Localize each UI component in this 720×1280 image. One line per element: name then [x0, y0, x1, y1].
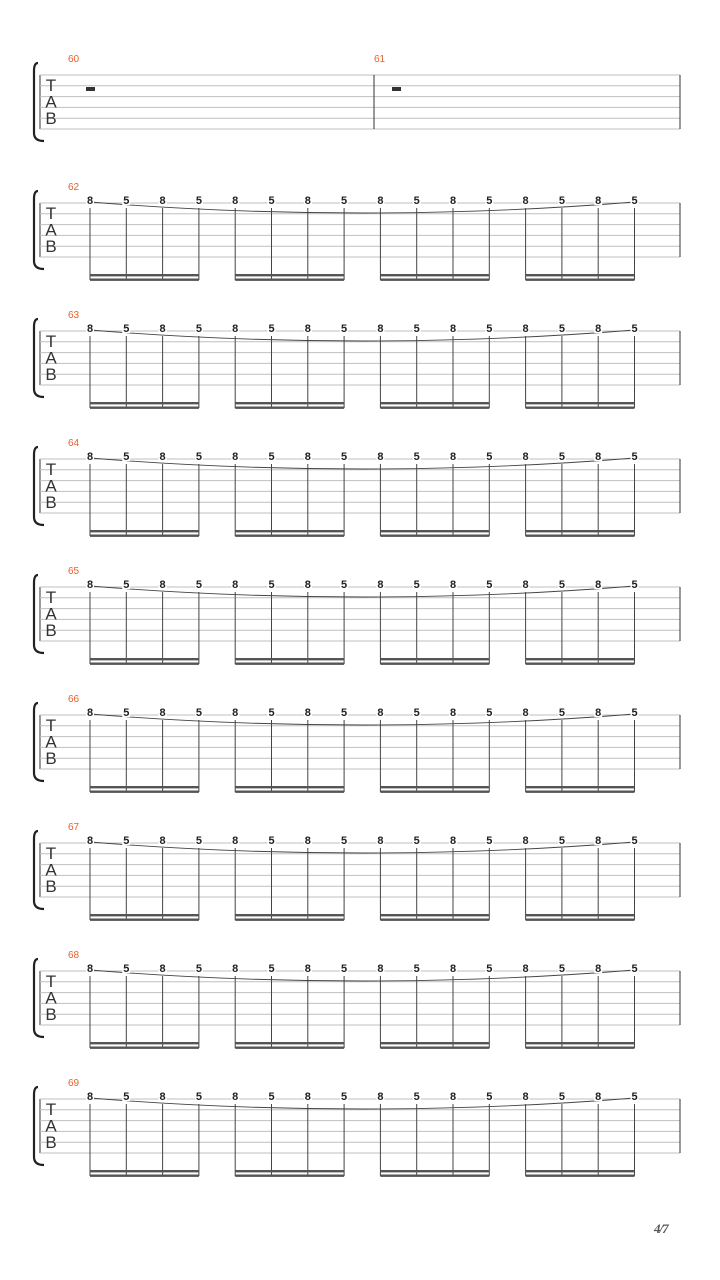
fret-number: 8 — [304, 323, 311, 335]
fret-number: 5 — [558, 707, 565, 719]
fret-number: 8 — [86, 195, 94, 207]
fret-number: 8 — [377, 579, 384, 591]
fret-number: 8 — [86, 579, 94, 591]
measure-number: 68 — [68, 950, 80, 961]
fret-number: 5 — [413, 963, 420, 975]
sixteenth-beam — [90, 791, 199, 793]
sixteenth-beam — [526, 535, 635, 537]
tab-clef-letter: B — [45, 109, 57, 128]
tab-clef-letter: A — [45, 1116, 57, 1136]
sixteenth-beam — [90, 535, 199, 537]
sixteenth-beam — [380, 1170, 489, 1172]
fret-number: 5 — [268, 835, 275, 847]
fret-number: 8 — [595, 195, 602, 207]
tab-clef-letter: T — [45, 76, 57, 95]
sixteenth-beam — [90, 786, 199, 788]
fret-number: 8 — [304, 451, 311, 463]
fret-number: 5 — [631, 1091, 638, 1103]
fret-number: 5 — [123, 963, 130, 975]
fret-number: 8 — [159, 963, 166, 975]
fret-number: 5 — [123, 323, 130, 335]
fret-number: 8 — [86, 707, 94, 719]
fret-number: 8 — [449, 1091, 457, 1103]
fret-number: 5 — [413, 323, 420, 335]
fret-number: 8 — [522, 835, 529, 847]
tab-clef-letter: B — [45, 621, 57, 640]
fret-number: 5 — [123, 451, 130, 463]
fret-number: 5 — [413, 1091, 420, 1103]
fret-number: 8 — [522, 1091, 529, 1103]
sixteenth-beam — [526, 402, 635, 404]
sixteenth-beam — [90, 663, 199, 665]
fret-number: 8 — [449, 835, 457, 847]
fret-number: 5 — [123, 195, 130, 207]
fret-number: 5 — [341, 963, 348, 975]
tie-arc — [90, 714, 635, 725]
fret-number: 8 — [232, 195, 239, 207]
sixteenth-beam — [90, 279, 199, 281]
tie-arc — [90, 458, 635, 469]
fret-number: 8 — [159, 451, 166, 463]
fret-number: 5 — [413, 707, 420, 719]
fret-number: 5 — [558, 323, 565, 335]
fret-number: 5 — [558, 451, 565, 463]
fret-number: 8 — [159, 1091, 166, 1103]
measure-number: 60 — [68, 54, 80, 65]
fret-number: 5 — [195, 835, 202, 847]
fret-number: 5 — [268, 451, 275, 463]
page-number: 4/7 — [654, 1221, 668, 1236]
fret-number: 8 — [595, 835, 602, 847]
sixteenth-beam — [235, 919, 344, 921]
sixteenth-beam — [526, 658, 635, 660]
sixteenth-beam — [235, 279, 344, 281]
fret-number: 5 — [558, 195, 565, 207]
tab-clef-letter: A — [45, 604, 57, 624]
tab-clef-letter: T — [45, 844, 57, 863]
fret-number: 8 — [522, 323, 529, 335]
fret-number: 5 — [413, 451, 420, 463]
tie-arc — [90, 970, 635, 981]
tab-clef-letter: B — [45, 749, 57, 768]
sixteenth-beam — [526, 791, 635, 793]
fret-number: 8 — [304, 835, 311, 847]
fret-number: 8 — [595, 451, 602, 463]
fret-number: 8 — [232, 963, 239, 975]
tie-arc — [90, 1098, 635, 1109]
sixteenth-beam — [526, 1175, 635, 1177]
sixteenth-beam — [526, 279, 635, 281]
fret-number: 8 — [377, 963, 384, 975]
sixteenth-beam — [235, 530, 344, 532]
whole-rest-icon — [392, 87, 401, 91]
fret-number: 8 — [159, 195, 166, 207]
fret-number: 5 — [341, 835, 348, 847]
fret-number: 8 — [86, 451, 94, 463]
fret-number: 8 — [159, 707, 166, 719]
fret-number: 5 — [268, 963, 275, 975]
sixteenth-beam — [235, 1042, 344, 1044]
tab-clef-letter: B — [45, 365, 57, 384]
sixteenth-beam — [90, 530, 199, 532]
sixteenth-beam — [235, 274, 344, 276]
fret-number: 8 — [159, 579, 166, 591]
sixteenth-beam — [380, 407, 489, 409]
sixteenth-beam — [235, 786, 344, 788]
fret-number: 8 — [449, 195, 457, 207]
fret-number: 5 — [413, 579, 420, 591]
tab-clef-letter: T — [45, 716, 57, 735]
fret-number: 8 — [232, 835, 239, 847]
fret-number: 5 — [558, 835, 565, 847]
sixteenth-beam — [526, 407, 635, 409]
sixteenth-beam — [235, 1175, 344, 1177]
sixteenth-beam — [380, 919, 489, 921]
fret-number: 5 — [123, 579, 130, 591]
fret-number: 8 — [86, 1091, 94, 1103]
fret-number: 5 — [341, 195, 348, 207]
fret-number: 5 — [631, 195, 638, 207]
fret-number: 5 — [268, 707, 275, 719]
tab-clef-letter: A — [45, 988, 57, 1008]
sixteenth-beam — [90, 407, 199, 409]
tab-clef-letter: A — [45, 348, 57, 368]
fret-number: 5 — [341, 707, 348, 719]
fret-number: 8 — [595, 323, 602, 335]
fret-number: 5 — [558, 579, 565, 591]
fret-number: 5 — [486, 451, 493, 463]
fret-number: 8 — [449, 451, 457, 463]
fret-number: 5 — [123, 835, 130, 847]
tab-clef-letter: A — [45, 860, 57, 880]
fret-number: 8 — [304, 195, 311, 207]
sixteenth-beam — [526, 274, 635, 276]
sixteenth-beam — [526, 786, 635, 788]
tie-arc — [90, 842, 635, 853]
fret-number: 8 — [449, 707, 457, 719]
sixteenth-beam — [235, 791, 344, 793]
fret-number: 8 — [304, 1091, 311, 1103]
tab-clef-letter: A — [45, 732, 57, 752]
fret-number: 5 — [268, 323, 275, 335]
fret-number: 5 — [341, 451, 348, 463]
fret-number: 8 — [304, 707, 311, 719]
measure-number: 63 — [68, 310, 80, 321]
fret-number: 8 — [522, 963, 529, 975]
fret-number: 5 — [631, 323, 638, 335]
sixteenth-beam — [526, 1170, 635, 1172]
fret-number: 5 — [631, 963, 638, 975]
fret-number: 5 — [631, 579, 638, 591]
fret-number: 5 — [195, 195, 202, 207]
sixteenth-beam — [235, 658, 344, 660]
sixteenth-beam — [380, 658, 489, 660]
sixteenth-beam — [235, 402, 344, 404]
fret-number: 8 — [86, 963, 94, 975]
sixteenth-beam — [235, 663, 344, 665]
sixteenth-beam — [90, 1175, 199, 1177]
sixteenth-beam — [380, 279, 489, 281]
sixteenth-beam — [90, 402, 199, 404]
measure-number: 61 — [374, 54, 386, 65]
fret-number: 8 — [304, 579, 311, 591]
sixteenth-beam — [380, 786, 489, 788]
sixteenth-beam — [380, 914, 489, 916]
sixteenth-beam — [526, 914, 635, 916]
fret-number: 8 — [522, 579, 529, 591]
sixteenth-beam — [90, 914, 199, 916]
tab-clef-letter: A — [45, 220, 57, 240]
fret-number: 8 — [377, 195, 384, 207]
sixteenth-beam — [380, 1175, 489, 1177]
fret-number: 8 — [595, 579, 602, 591]
sixteenth-beam — [526, 1047, 635, 1049]
fret-number: 5 — [123, 707, 130, 719]
fret-number: 8 — [522, 195, 529, 207]
fret-number: 5 — [195, 323, 202, 335]
sixteenth-beam — [526, 530, 635, 532]
fret-number: 5 — [195, 707, 202, 719]
tab-clef-letter: T — [45, 972, 57, 991]
fret-number: 5 — [486, 323, 493, 335]
sixteenth-beam — [90, 1170, 199, 1172]
sixteenth-beam — [90, 658, 199, 660]
sixteenth-beam — [526, 1042, 635, 1044]
tab-clef-letter: T — [45, 460, 57, 479]
sixteenth-beam — [380, 402, 489, 404]
fret-number: 5 — [631, 451, 638, 463]
tab-clef-letter: A — [45, 476, 57, 496]
fret-number: 8 — [377, 835, 384, 847]
measure-number: 69 — [68, 1078, 80, 1089]
measure-number: 67 — [68, 822, 80, 833]
fret-number: 8 — [377, 451, 384, 463]
sixteenth-beam — [235, 914, 344, 916]
tab-clef-letter: T — [45, 204, 57, 223]
sixteenth-beam — [380, 1042, 489, 1044]
tab-clef-letter: A — [45, 92, 57, 112]
sixteenth-beam — [526, 919, 635, 921]
fret-number: 8 — [86, 835, 94, 847]
fret-number: 8 — [232, 707, 239, 719]
tab-clef-letter: T — [45, 1100, 57, 1119]
fret-number: 8 — [449, 963, 457, 975]
measure-number: 64 — [68, 438, 80, 449]
fret-number: 5 — [486, 579, 493, 591]
sixteenth-beam — [90, 919, 199, 921]
fret-number: 8 — [595, 707, 602, 719]
sixteenth-beam — [90, 1047, 199, 1049]
fret-number: 5 — [268, 195, 275, 207]
measure-number: 66 — [68, 694, 80, 705]
tab-clef-letter: T — [45, 588, 57, 607]
fret-number: 5 — [486, 707, 493, 719]
measure-number: 65 — [68, 566, 80, 577]
fret-number: 5 — [558, 1091, 565, 1103]
fret-number: 8 — [232, 323, 239, 335]
fret-number: 8 — [522, 707, 529, 719]
sixteenth-beam — [380, 1047, 489, 1049]
tie-arc — [90, 202, 635, 213]
fret-number: 5 — [631, 835, 638, 847]
measure-number: 62 — [68, 182, 80, 193]
fret-number: 5 — [195, 963, 202, 975]
fret-number: 5 — [631, 707, 638, 719]
fret-number: 5 — [558, 963, 565, 975]
fret-number: 5 — [341, 1091, 348, 1103]
fret-number: 8 — [304, 963, 311, 975]
fret-number: 5 — [413, 195, 420, 207]
tab-clef-letter: B — [45, 1005, 57, 1024]
fret-number: 5 — [123, 1091, 130, 1103]
sixteenth-beam — [380, 663, 489, 665]
fret-number: 8 — [449, 323, 457, 335]
fret-number: 5 — [341, 323, 348, 335]
sixteenth-beam — [90, 1042, 199, 1044]
fret-number: 5 — [268, 1091, 275, 1103]
fret-number: 8 — [232, 451, 239, 463]
sixteenth-beam — [380, 274, 489, 276]
tie-arc — [90, 586, 635, 597]
fret-number: 8 — [159, 835, 166, 847]
sixteenth-beam — [380, 791, 489, 793]
fret-number: 8 — [522, 451, 529, 463]
fret-number: 8 — [86, 323, 94, 335]
fret-number: 5 — [195, 579, 202, 591]
fret-number: 8 — [377, 323, 384, 335]
sixteenth-beam — [380, 535, 489, 537]
fret-number: 8 — [232, 1091, 239, 1103]
tab-clef-letter: T — [45, 332, 57, 351]
sixteenth-beam — [235, 535, 344, 537]
fret-number: 5 — [486, 1091, 493, 1103]
fret-number: 5 — [486, 835, 493, 847]
sixteenth-beam — [90, 274, 199, 276]
fret-number: 8 — [449, 579, 457, 591]
tab-clef-letter: B — [45, 1133, 57, 1152]
fret-number: 8 — [159, 323, 166, 335]
fret-number: 5 — [195, 451, 202, 463]
fret-number: 5 — [341, 579, 348, 591]
fret-number: 8 — [377, 707, 384, 719]
sixteenth-beam — [235, 1047, 344, 1049]
sixteenth-beam — [380, 530, 489, 532]
tab-clef-letter: B — [45, 877, 57, 896]
sixteenth-beam — [235, 407, 344, 409]
tie-arc — [90, 330, 635, 341]
tab-clef-letter: B — [45, 237, 57, 256]
fret-number: 5 — [486, 195, 493, 207]
sixteenth-beam — [526, 663, 635, 665]
fret-number: 8 — [377, 1091, 384, 1103]
fret-number: 8 — [595, 963, 602, 975]
tab-clef-letter: B — [45, 493, 57, 512]
fret-number: 8 — [595, 1091, 602, 1103]
sixteenth-beam — [235, 1170, 344, 1172]
fret-number: 5 — [268, 579, 275, 591]
fret-number: 5 — [195, 1091, 202, 1103]
whole-rest-icon — [86, 87, 95, 91]
fret-number: 5 — [486, 963, 493, 975]
fret-number: 8 — [232, 579, 239, 591]
fret-number: 5 — [413, 835, 420, 847]
